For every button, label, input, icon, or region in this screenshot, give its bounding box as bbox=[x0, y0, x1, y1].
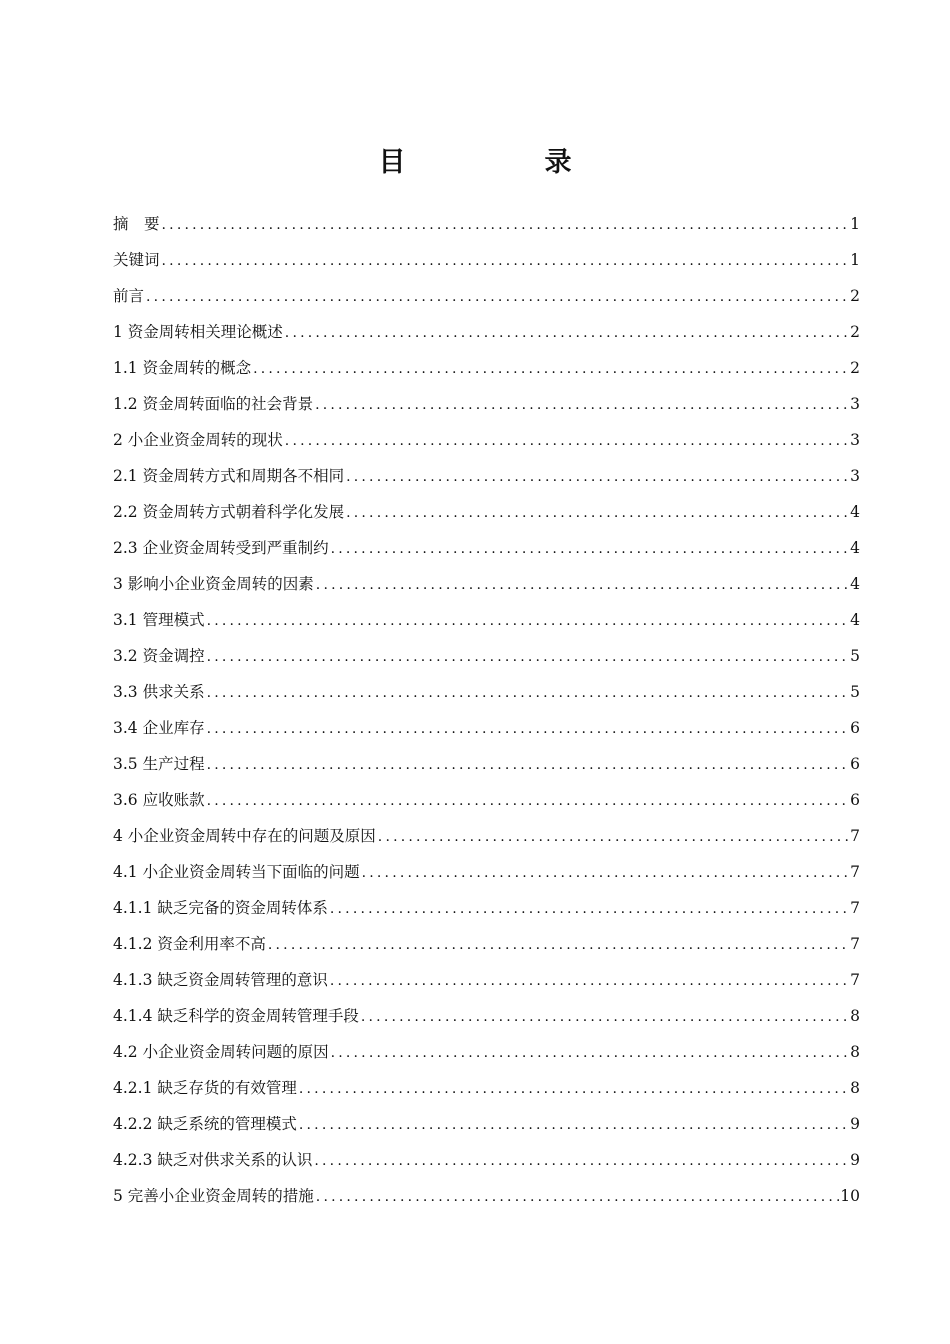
toc-entry-label: 3.5 生产过程 bbox=[113, 755, 205, 773]
toc-entry-page-number: 4 bbox=[850, 611, 860, 629]
toc-entry-label: 3.4 企业库存 bbox=[113, 719, 205, 737]
toc-entry-page-number: 4 bbox=[850, 575, 860, 593]
toc-dot-leader bbox=[346, 462, 849, 492]
toc-entry[interactable] bbox=[113, 893, 860, 929]
toc-entry-page-number: 5 bbox=[850, 647, 860, 665]
toc-entry-label: 4.1.3 缺乏资金周转管理的意识 bbox=[113, 971, 328, 989]
toc-entry[interactable] bbox=[113, 857, 860, 893]
toc-dot-leader bbox=[299, 1110, 849, 1140]
toc-entry-page-number: 7 bbox=[850, 899, 860, 917]
table-of-contents bbox=[113, 209, 860, 1217]
page-title: 目 录 bbox=[378, 147, 628, 178]
toc-entry-label: 3 影响小企业资金周转的因素 bbox=[113, 575, 314, 593]
toc-entry[interactable] bbox=[113, 425, 860, 461]
toc-entry-label: 关键词 bbox=[113, 251, 160, 269]
toc-entry[interactable] bbox=[113, 497, 860, 533]
toc-entry-page-number: 7 bbox=[850, 935, 860, 953]
toc-entry-label: 1 资金周转相关理论概述 bbox=[113, 323, 283, 341]
toc-entry-label: 2.2 资金周转方式朝着科学化发展 bbox=[113, 503, 345, 521]
toc-dot-leader bbox=[330, 966, 849, 996]
toc-dot-leader bbox=[330, 894, 849, 924]
toc-entry-label: 4.1.4 缺乏科学的资金周转管理手段 bbox=[113, 1007, 359, 1025]
toc-entry[interactable] bbox=[113, 785, 860, 821]
toc-entry[interactable] bbox=[113, 1145, 860, 1181]
toc-entry-page-number: 2 bbox=[850, 323, 860, 341]
toc-entry-page-number: 3 bbox=[850, 395, 860, 413]
toc-entry-page-number: 3 bbox=[850, 467, 860, 485]
toc-dot-leader bbox=[207, 714, 850, 744]
toc-dot-leader bbox=[285, 318, 849, 348]
toc-entry-page-number: 6 bbox=[850, 791, 860, 809]
toc-entry-label: 前言 bbox=[113, 287, 145, 305]
toc-entry[interactable] bbox=[113, 749, 860, 785]
toc-dot-leader bbox=[207, 750, 850, 780]
toc-entry-page-number: 9 bbox=[850, 1115, 860, 1133]
toc-entry[interactable] bbox=[113, 1181, 860, 1217]
toc-dot-leader bbox=[268, 930, 849, 960]
toc-entry-page-number: 1 bbox=[850, 251, 860, 269]
toc-entry[interactable] bbox=[113, 317, 860, 353]
toc-entry[interactable] bbox=[113, 929, 860, 965]
toc-entry-label: 3.6 应收账款 bbox=[113, 791, 205, 809]
toc-entry[interactable] bbox=[113, 461, 860, 497]
toc-entry-page-number: 3 bbox=[850, 431, 860, 449]
toc-dot-leader bbox=[285, 426, 849, 456]
toc-dot-leader bbox=[253, 354, 849, 384]
toc-entry-page-number: 2 bbox=[850, 359, 860, 377]
toc-entry-page-number: 4 bbox=[850, 539, 860, 557]
toc-dot-leader bbox=[207, 642, 850, 672]
toc-entry[interactable] bbox=[113, 677, 860, 713]
toc-dot-leader bbox=[361, 1002, 849, 1032]
toc-dot-leader bbox=[346, 498, 849, 528]
toc-entry[interactable] bbox=[113, 641, 860, 677]
toc-entry[interactable] bbox=[113, 533, 860, 569]
toc-entry-page-number: 7 bbox=[850, 827, 860, 845]
toc-entry[interactable] bbox=[113, 1073, 860, 1109]
toc-entry[interactable] bbox=[113, 1109, 860, 1145]
toc-dot-leader bbox=[314, 1146, 849, 1176]
toc-entry-page-number: 2 bbox=[850, 287, 860, 305]
toc-dot-leader bbox=[362, 858, 850, 888]
toc-entry-label: 4.2.1 缺乏存货的有效管理 bbox=[113, 1079, 297, 1097]
toc-dot-leader bbox=[316, 1182, 839, 1212]
toc-entry-label: 3.3 供求关系 bbox=[113, 683, 205, 701]
toc-dot-leader bbox=[162, 246, 850, 276]
toc-dot-leader bbox=[315, 390, 849, 420]
toc-entry-page-number: 6 bbox=[850, 719, 860, 737]
toc-entry-label: 4.1 小企业资金周转当下面临的问题 bbox=[113, 863, 360, 881]
toc-entry-page-number: 6 bbox=[850, 755, 860, 773]
toc-entry[interactable] bbox=[113, 245, 860, 281]
toc-entry[interactable] bbox=[113, 713, 860, 749]
toc-dot-leader bbox=[331, 1038, 850, 1068]
toc-entry-label: 4.1.2 资金利用率不高 bbox=[113, 935, 266, 953]
toc-entry[interactable] bbox=[113, 353, 860, 389]
toc-entry-label: 3.2 资金调控 bbox=[113, 647, 205, 665]
toc-entry-label: 4 小企业资金周转中存在的问题及原因 bbox=[113, 827, 376, 845]
toc-entry-label: 2.3 企业资金周转受到严重制约 bbox=[113, 539, 329, 557]
toc-entry-page-number: 10 bbox=[840, 1187, 860, 1205]
toc-entry[interactable] bbox=[113, 281, 860, 317]
toc-entry-label: 1.2 资金周转面临的社会背景 bbox=[113, 395, 314, 413]
toc-dot-leader bbox=[207, 786, 850, 816]
toc-entry-label: 4.1.1 缺乏完备的资金周转体系 bbox=[113, 899, 328, 917]
toc-entry-label: 2.1 资金周转方式和周期各不相同 bbox=[113, 467, 345, 485]
toc-entry-label: 4.2 小企业资金周转问题的原因 bbox=[113, 1043, 329, 1061]
toc-entry-label: 4.2.2 缺乏系统的管理模式 bbox=[113, 1115, 297, 1133]
toc-entry[interactable] bbox=[113, 389, 860, 425]
toc-entry-page-number: 7 bbox=[850, 971, 860, 989]
toc-entry-label: 1.1 资金周转的概念 bbox=[113, 359, 252, 377]
toc-entry-page-number: 8 bbox=[850, 1007, 860, 1025]
toc-entry-label: 摘 要 bbox=[113, 215, 160, 233]
toc-entry[interactable] bbox=[113, 821, 860, 857]
toc-entry-label: 2 小企业资金周转的现状 bbox=[113, 431, 283, 449]
toc-dot-leader bbox=[207, 678, 850, 708]
toc-entry-label: 4.2.3 缺乏对供求关系的认识 bbox=[113, 1151, 313, 1169]
toc-entry[interactable] bbox=[113, 1037, 860, 1073]
toc-dot-leader bbox=[207, 606, 850, 636]
toc-dot-leader bbox=[331, 534, 850, 564]
toc-dot-leader bbox=[299, 1074, 849, 1104]
toc-entry-page-number: 5 bbox=[850, 683, 860, 701]
toc-entry-page-number: 8 bbox=[850, 1043, 860, 1061]
toc-dot-leader bbox=[146, 282, 849, 312]
toc-entry-page-number: 7 bbox=[850, 863, 860, 881]
toc-entry[interactable] bbox=[113, 209, 860, 245]
toc-dot-leader bbox=[162, 210, 850, 240]
toc-entry-page-number: 8 bbox=[850, 1079, 860, 1097]
toc-entry-label: 3.1 管理模式 bbox=[113, 611, 205, 629]
toc-entry[interactable] bbox=[113, 605, 860, 641]
toc-entry-page-number: 1 bbox=[850, 215, 860, 233]
toc-entry-page-number: 4 bbox=[850, 503, 860, 521]
toc-dot-leader bbox=[316, 570, 849, 600]
toc-entry[interactable] bbox=[113, 965, 860, 1001]
toc-entry[interactable] bbox=[113, 569, 860, 605]
toc-entry[interactable] bbox=[113, 1001, 860, 1037]
toc-entry-label: 5 完善小企业资金周转的措施 bbox=[113, 1187, 314, 1205]
toc-dot-leader bbox=[378, 822, 849, 852]
toc-entry-page-number: 9 bbox=[850, 1151, 860, 1169]
